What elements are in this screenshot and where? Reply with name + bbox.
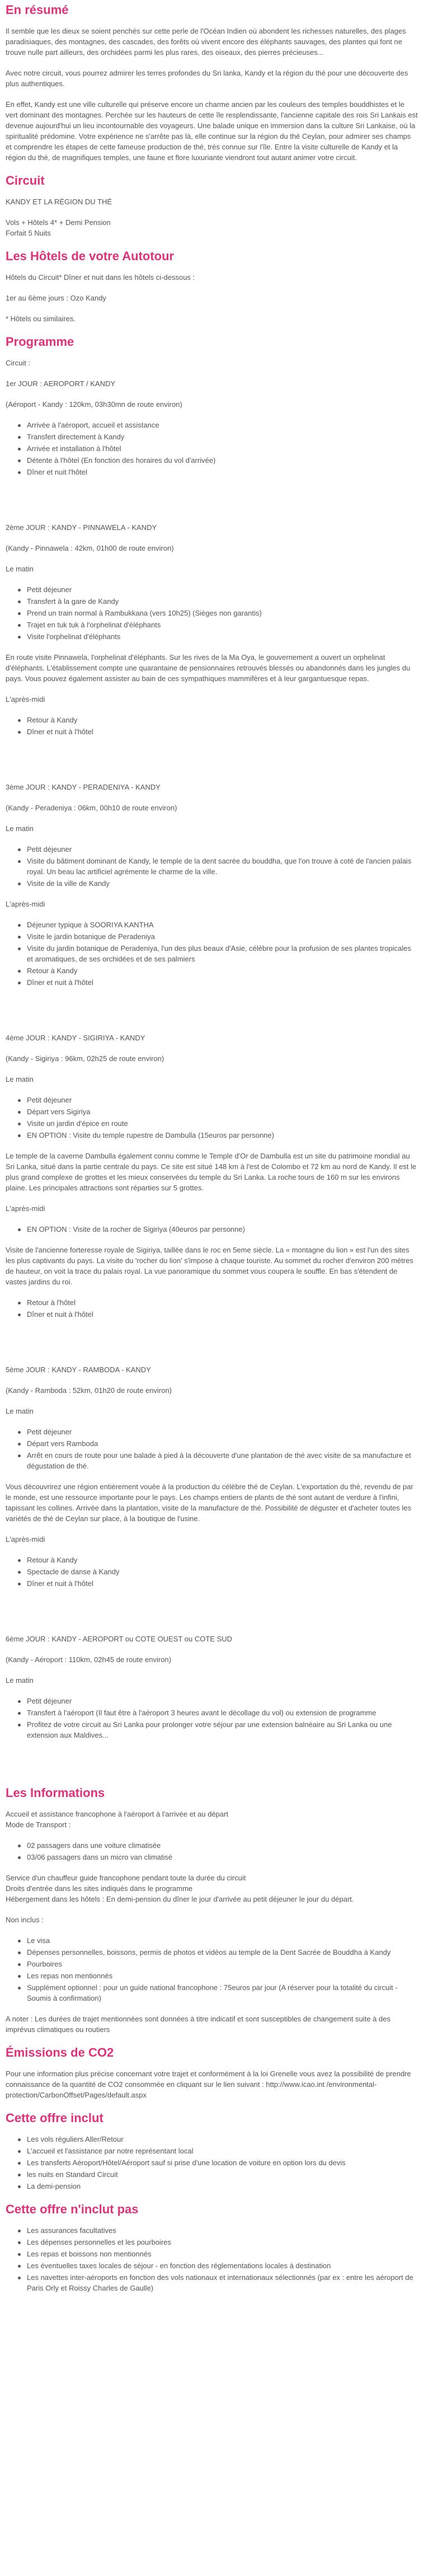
period-heading: L'après-midi <box>6 695 45 703</box>
day-route: (Kandy - Aéroport : 110km, 02h45 de route environ) <box>6 1655 172 1664</box>
list-item: Les vols réguliers Aller/Retour <box>27 2134 418 2145</box>
day-block <box>6 378 418 477</box>
day-route: (Aéroport - Kandy : 120km, 03h30mn de route environ) <box>6 400 182 409</box>
period-heading: Le matin <box>6 1676 34 1685</box>
section-non-inclus <box>6 2202 418 2293</box>
list-item: Départ vers Ramboda <box>27 1438 418 1449</box>
period-heading: Le matin <box>6 565 34 573</box>
info-paragraph: Accueil et assistance francophone à l'aéroport à l'arrivée et au départ Mode de Transport : <box>6 1810 229 1829</box>
day-title: 5ème JOUR : KANDY - RAMBODA - KANDY <box>6 1366 151 1374</box>
list-item: Détente à l'hôtel (En fonction des horaires du vol d'arrivée) <box>27 455 418 466</box>
period-heading: L'après-midi <box>6 900 45 908</box>
co2-text: Pour une information plus précise concernant votre trajet et conformément à la loi Grenelle vous avez la possibilité de prendre connaissance de la quantité de CO2 consommée en cliquant sur le lien suivant : http://www.icao.int /environmental-protection/CarbonOffset/Pages/default.aspx <box>6 2070 411 2099</box>
list-item: Dépenses personnelles, boissons, permis de photos et vidéos au temple de la Dent Sacrée de Bouddha à Kandy <box>27 1947 418 1958</box>
section-title: Cette offre n'inclut pas <box>6 2202 139 2216</box>
activity-list <box>6 715 418 737</box>
list-item: Arrivée à l'aéroport, accueil et assistance <box>27 420 418 430</box>
list-item: Les transferts Aéroport/Hôtel/Aéroport sauf si prise d'une location de voiture en option lors du devis <box>27 2157 418 2168</box>
section-programme <box>6 334 418 1785</box>
circuit-line: Vols + Hôtels 4* + Demi Pension <box>6 218 111 227</box>
list-item: 02 passagers dans une voiture climatisée <box>27 1840 418 1851</box>
list-item: Les assurances facultatives <box>27 2225 418 2236</box>
inclus-list <box>6 2134 418 2192</box>
list-item: Les navettes inter-aéroports en fonction des vols nationaux et internationaux sélectionnés (par ex : entre les aéroport de Paris Orly et Roissy Charles de Gaulle) <box>27 2272 418 2293</box>
section-title: Programme <box>6 335 74 349</box>
period-heading: L'après-midi <box>6 1535 45 1543</box>
day-block <box>6 782 418 988</box>
period-heading: Le matin <box>6 1075 34 1083</box>
circuit-details <box>6 217 418 238</box>
list-item: Visite du jardin botanique de Peradeniya, l'un des plus beaux d'Asie, célèbre pour la profusion de ses plantes tropicales et aromatiques, de ses orchidées et de ses palmiers <box>27 943 418 964</box>
list-item: Supplément optionnel : pour un guide national francophone : 75euros par jour (A réserver pour la totalité du circuit - Soumis à confirmation) <box>27 1982 418 2003</box>
day-route: (Kandy - Ramboda : 52km, 01h20 de route environ) <box>6 1386 172 1395</box>
day-title: 1er JOUR : AEROPORT / KANDY <box>6 379 116 388</box>
section-hotels <box>6 248 418 324</box>
non-inclus-list <box>6 2225 418 2293</box>
list-item: Arrêt en cours de route pour une balade à pied à la découverte d'une plantation de thé avec visite de sa manufacture et dégustation de thé. <box>27 1450 418 1471</box>
section-title: Émissions de CO2 <box>6 2045 114 2059</box>
list-item: Trajet en tuk tuk à l'orphelinat d'éléphants <box>27 620 418 630</box>
period-heading: Le matin <box>6 824 34 833</box>
list-item: Le visa <box>27 1935 418 1946</box>
paragraph: 1er au 6ème jours : Ozo Kandy <box>6 294 106 302</box>
list-item: Transfert directement à Kandy <box>27 431 418 442</box>
day-block <box>6 1634 418 1740</box>
list-item: Petit déjeuner <box>27 1696 418 1706</box>
info-paragraph: Service d'un chauffeur guide francophone pendant toute la durée du circuit Droits d'entrée dans les sites indiqués dans le programme Hébergement dans les hôtels : En demi-pension du dîner le jour d'arrivée au petit déjeuner le jour du départ. <box>6 1874 354 1903</box>
list-item: Les repas et boissons non mentionnés <box>27 2249 418 2259</box>
programme-intro: Circuit : <box>6 359 31 367</box>
list-item: Déjeuner typique à SOORIYA KANTHA <box>27 919 418 930</box>
spacer <box>6 1599 418 1634</box>
activity-list <box>6 1095 418 1141</box>
section-title: Cette offre inclut <box>6 2111 103 2125</box>
day-title: 2ème JOUR : KANDY - PINNAWELA - KANDY <box>6 523 157 532</box>
list-item: Visite du bâtiment dominant de Kandy, le temple de la dent sacrée du bouddha, que l'on trouve à coté de l'ancien palais royal. Un beau lac artificiel agrémente le charme de la ville. <box>27 856 418 877</box>
list-item: Petit déjeuner <box>27 844 418 855</box>
paragraph: En effet, Kandy est une ville culturelle qui préserve encore un charme ancien par les couleurs des temples bouddhistes et le vert dominant des montagnes. Perchée sur les hauteurs de cette île resplendissante, l'ancienne capitale des rois Sri Lankais est devenue aujourd'hui un lieu incontournable des voyageurs. Une balade unique en immersion dans la culture Sri Lankaise, où la spiritualité prédomine. Votre expérience ne s'arrête pas là, elle continue sur la région du thé Ceylan, pour admirer ses champs et comprendre les étapes de cette fameuse production de thé, très connue sur l'île. Entre la visite culturelle de Kandy et la région du thé, de magnifiques temples, une faune et flore luxuriante viendront tout autant animer votre circuit. <box>6 100 418 162</box>
activity-list <box>6 1427 418 1471</box>
day-title: 3ème JOUR : KANDY - PERADENIYA - KANDY <box>6 783 161 791</box>
day-route: (Kandy - Sigiriya : 96km, 02h25 de route environ) <box>6 1054 164 1063</box>
paragraph: * Hôtels ou similaires. <box>6 315 76 323</box>
list-item: EN OPTION : Visite du temple rupestre de Dambulla (15euros par personne) <box>27 1130 418 1141</box>
day-route: (Kandy - Peradeniya : 06km, 00h10 de route environ) <box>6 804 177 812</box>
day-route: (Kandy - Pinnawela : 42km, 01h00 de route environ) <box>6 544 174 552</box>
section-inclus <box>6 2110 418 2192</box>
list-item: Profitez de votre circuit au Sri Lanka pour prolonger votre séjour par une extension balnéaire au Sri Lanka ou une extension aux Maldives... <box>27 1719 418 1740</box>
list-item: Visite l'orphelinat d'éléphants <box>27 631 418 642</box>
day-title: 4ème JOUR : KANDY - SIGIRIYA - KANDY <box>6 1034 145 1042</box>
list-item: Pourboires <box>27 1959 418 1969</box>
day-block <box>6 1033 418 1320</box>
list-item: Visite de la ville de Kandy <box>27 878 418 889</box>
circuit-name: KANDY ET LA RÉGION DU THÉ <box>6 198 112 206</box>
list-item: Arrivée et installation à l'hôtel <box>27 443 418 454</box>
transport-list <box>6 1840 418 1862</box>
period-heading: Le matin <box>6 1407 34 1415</box>
info-note: A noter : Les durées de trajet mentionnées sont données à titre indicatif et sont susceptibles de changement suite à des imprévus climatiques ou routiers <box>6 2015 390 2034</box>
list-item: Dîner et nuit à l'hôtel <box>27 977 418 988</box>
list-item: Retour à l'hôtel <box>27 1297 418 1308</box>
list-item: Transfert à la gare de Kandy <box>27 596 418 607</box>
paragraph: Il semble que les dieux se soient penchés sur cette perle de l'Océan Indien où abondent les richesses naturelles, des plages paradisiaques, des montagnes, des cascades, des forêts où vivent encore des éléphants sauvages, des plantes qui font ne trouve nulle part ailleurs, des orchidées parmi les plus rares, des oiseaux, des pierres précieuses... <box>6 27 406 57</box>
description: Vous découvrirez une région entièrement vouée à la production du célèbre thé de Ceylan. L'exportation du thé, revendu de par le monde, est une ressource importante pour le pays. Les champs entiers de plants de thé sont autant de verdure à l'infini, tapissant les collines. Arrivée dans la plantation, visite de la manufacture de thé. Possibilité de déguster et d'acheter toutes les variétés de thé de Ceylan sur place, à la boutique de l'usine. <box>6 1482 413 1523</box>
list-item: Les repas non mentionnés <box>27 1970 418 1981</box>
paragraph: Avec notre circuit, vous pourrez admirer les terres profondes du Sri lanka, Kandy et la région du thé pour une découverte des plus authentiques. <box>6 69 408 88</box>
description: Le temple de la caverne Dambulla également connu comme le Temple d'Or de Dambulla est un site du patrimoine mondial au Sri Lanka, situé dans la partie centrale du pays. Ce site est situé 148 km à l'est de Colombo et 72 km au nord de Kandy. Il est le plus grand complexe de grottes et les mieux conservées du temple du Sri Lanka. La roche tours de 160 m sur les environs plaine. Les principales attractions sont réparties sur 5 grottes. <box>6 1152 417 1192</box>
day-block <box>6 522 418 737</box>
list-item: Visite un jardin d'épice en route <box>27 1118 418 1129</box>
list-item: EN OPTION : Visite de la rocher de Sigiriya (40euros par personne) <box>27 1224 418 1235</box>
activity-list <box>6 1696 418 1740</box>
info-paragraph: Non inclus : <box>6 1916 44 1924</box>
activity-list <box>6 1555 418 1589</box>
list-item: Spectacle de danse à Kandy <box>27 1566 418 1577</box>
activity-list <box>6 584 418 642</box>
spacer <box>6 747 418 782</box>
list-item: Petit déjeuner <box>27 1095 418 1105</box>
programme-days <box>6 378 418 1785</box>
section-resume <box>6 2 418 163</box>
list-item: Départ vers Sigiriya <box>27 1106 418 1117</box>
section-title: Circuit <box>6 173 45 187</box>
list-item: L'accueil et l'assistance par notre représentant local <box>27 2146 418 2156</box>
list-item: Retour à Kandy <box>27 1555 418 1565</box>
activity-list <box>6 919 418 988</box>
list-item: Les éventuelles taxes locales de séjour - en fonction des réglementations locales à destination <box>27 2260 418 2271</box>
circuit-line: Forfait 5 Nuits <box>6 229 51 237</box>
list-item: La demi-pension <box>27 2181 418 2192</box>
section-co2 <box>6 2045 418 2100</box>
section-title: En résumé <box>6 3 69 17</box>
spacer <box>6 487 418 522</box>
list-item: Dîner et nuit à l'hôtel <box>27 1309 418 1320</box>
list-item: Dîner et nuit l'hôtel <box>27 467 418 477</box>
section-title: Les Informations <box>6 1786 105 1800</box>
day-block <box>6 1364 418 1589</box>
list-item: Retour à Kandy <box>27 715 418 725</box>
activity-list <box>6 420 418 477</box>
spacer <box>6 1330 418 1364</box>
paragraph: Hôtels du Circuit* Dîner et nuit dans les hôtels ci-dessous : <box>6 273 195 281</box>
section-title: Les Hôtels de votre Autotour <box>6 249 175 263</box>
list-item: Prend un train normal à Rambukkana (vers 10h25) (Sièges non garantis) <box>27 608 418 618</box>
description: Visite de l'ancienne forteresse royale de Sigiriya, taillée dans le roc en 5eme siècle. La « montagne du lion » est l'un des sites les plus captivants du pays. La visite du 'rocher du lion' s'impose à chaque touriste. Au sommet du rocher d'environ 200 mètres de hauteur, on voit la trace du palais royal. La vue panoramique du sommet vous coupera le souffle. En bas s'étendent de vastes jardins du roi. <box>6 1246 413 1286</box>
activity-list <box>6 844 418 889</box>
list-item: Dîner et nuit à l'hôtel <box>27 726 418 737</box>
activity-list <box>6 1297 418 1320</box>
list-item: Petit déjeuner <box>27 584 418 595</box>
day-title: 6ème JOUR : KANDY - AEROPORT ou COTE OUEST ou COTE SUD <box>6 1635 233 1643</box>
list-item: Transfert à l'aéroport (Il faut être à l'aéroport 3 heures avant le décollage du vol) ou extension de programme <box>27 1707 418 1718</box>
non-inclus-list <box>6 1935 418 2003</box>
list-item: Les dépenses personnelles et les pourboires <box>27 2237 418 2247</box>
section-informations <box>6 1785 418 2035</box>
list-item: Petit déjeuner <box>27 1427 418 1437</box>
list-item: Visite le jardin botanique de Peradeniya <box>27 931 418 942</box>
section-circuit <box>6 173 418 238</box>
list-item: Dîner et nuit à l'hôtel <box>27 1578 418 1589</box>
list-item: Retour à Kandy <box>27 965 418 976</box>
period-heading: L'après-midi <box>6 1204 45 1213</box>
spacer <box>6 1751 418 1785</box>
list-item: 03/06 passagers dans un micro van climatisé <box>27 1852 418 1862</box>
activity-list <box>6 1224 418 1235</box>
spacer <box>6 998 418 1033</box>
description: En route visite Pinnawela, l'orphelinat d'éléphants. Sur les rives de la Ma Oya, le gouvernement a ouvert un orphelinat d'éléphants. L'établissement compte une quarantaine de pensionnaires retrouvés blessés ou abandonnés dans les jungles du pays. Vous pouvez également assister au bain de ces sympathiques mammifères et à leur gargantuesque repas. <box>6 653 411 683</box>
list-item: les nuits en Standard Circuit <box>27 2169 418 2180</box>
